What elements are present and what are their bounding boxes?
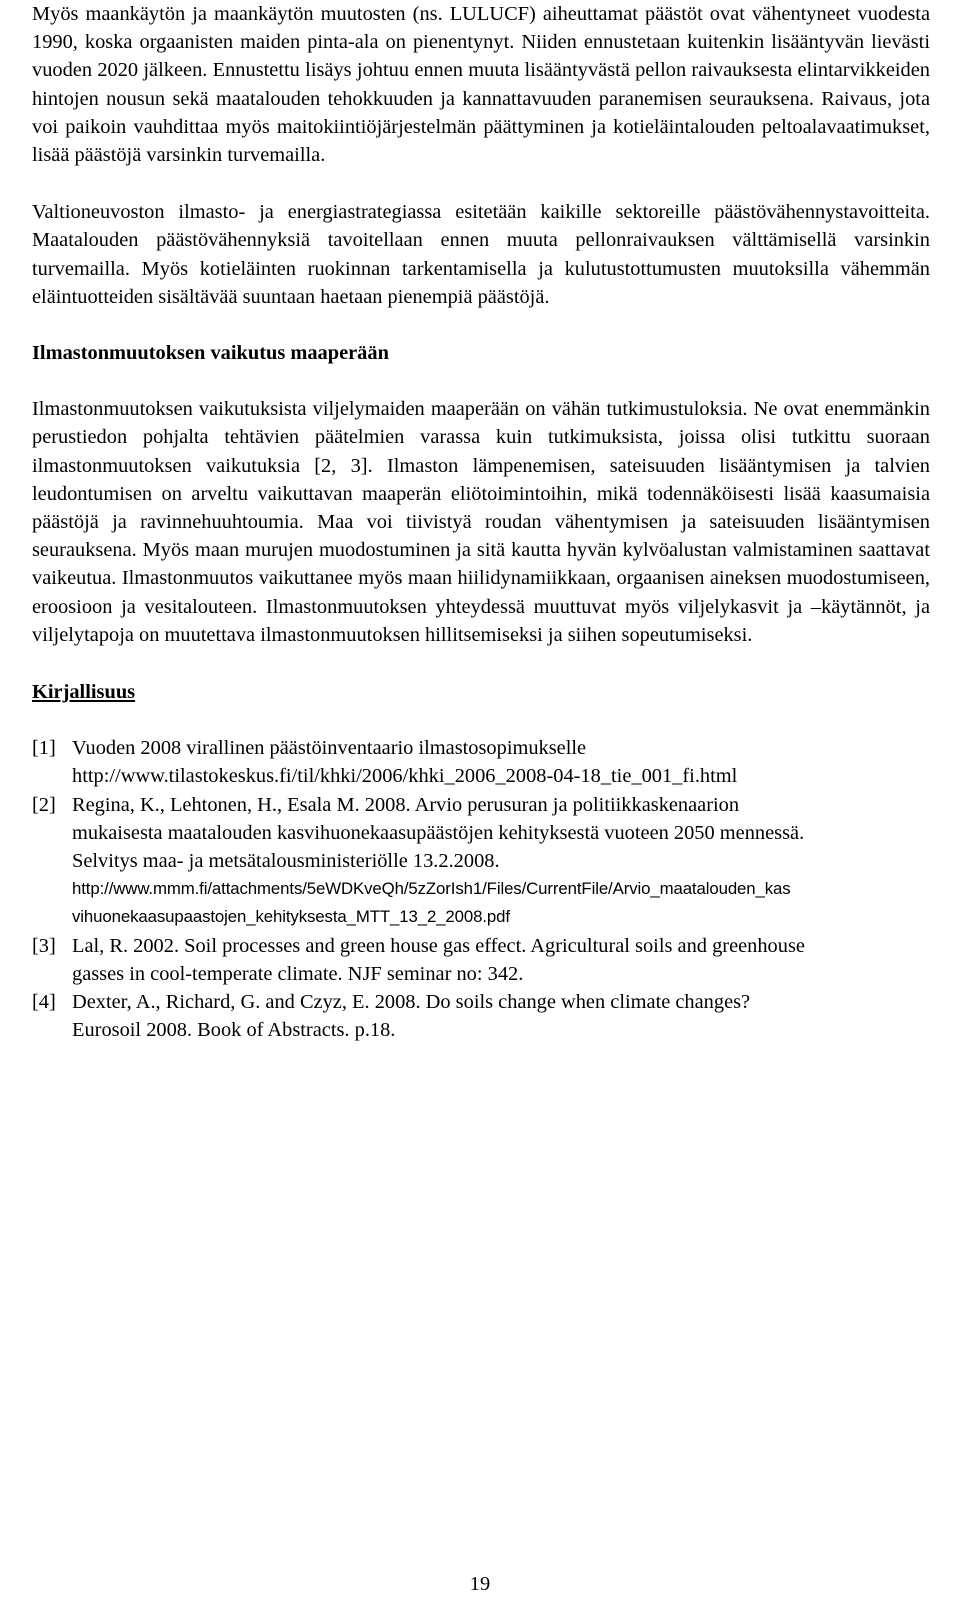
reference-number: [1] [32,737,56,760]
reference-url[interactable]: http://www.mmm.fi/attachments/5eWDKveQh/5zZorIsh1/Files/CurrentFile/Arvio_maatalouden_kas [72,879,791,899]
reference-1 [32,734,930,790]
paragraph-strategy: Valtioneuvoston ilmasto- ja energiastrategiassa esitetään kaikille sektoreille päästövähennystavoitteita. Maatalouden päästövähennyksiä tavoitellaan ennen muuta pellonraivauksen välttämisellä varsinkin turvemailla. Myös kotieläinten ruokinnan tarkentamisella ja kulutustottumusten muutoksilla vähemmän eläintuotteiden sisältävää suuntaan haetaan pienempiä päästöjä. [32,201,930,308]
reference-line: Eurosoil 2008. Book of Abstracts. p.18. [72,1019,396,1042]
paragraph-climate-impact: Ilmastonmuutoksen vaikutuksista viljelymaiden maaperään on vähän tutkimustuloksia. Ne ovat enemmänkin perustiedon pohjalta tehtävien päätelmien varassa kuin tutkimuksista, joissa olisi tutkittu suoraan ilmastonmuutoksen vaikutuksia [2, 3]. Ilmaston lämpenemisen, sateisuuden lisääntymisen ja talvien leudontumisen on arveltu vaikuttavan maaperän eliötoimintoihin, mikä todennäköisesti lisää kaasumaisia päästöjä ja ravinnehuuhtoumia. Maa voi tiivistyä roudan vähentymisen ja sateisuuden lisääntymisen seurauksena. Myös maan murujen muodostuminen ja sitä kautta hyvän kylvöalustan valmistaminen saattavat vaikeutua. Ilmastonmuutos vaikuttanee myös maan hiilidynamiikkaan, orgaanisen aineksen muodostumiseen, eroosioon ja vesitalouteen. Ilmastonmuutoksen yhteydessä muuttuvat myös viljelykasvit ja –käytännöt, ja viljelytapoja on muutettava ilmastonmuutoksen hillitsemiseksi ja siihen sopeutumiseksi. [32,398,930,646]
reference-number: [2] [32,793,56,816]
reference-line: Dexter, A., Richard, G. and Czyz, E. 2008. Do soils change when climate changes? [72,991,751,1014]
reference-3 [32,932,930,988]
reference-list [32,734,930,1044]
reference-url[interactable]: http://www.tilastokeskus.fi/til/khki/2006/khki_2006_2008-04-18_tie_001_fi.html [72,765,738,788]
reference-url-continued[interactable]: vihuonekaasupaastojen_kehityksesta_MTT_13_2_2008.pdf [72,907,510,927]
heading-references: Kirjallisuus [32,681,136,704]
reference-4 [32,988,930,1044]
reference-line: Selvitys maa- ja metsätalousministeriölle 13.2.2008. [72,850,500,873]
reference-line: Regina, K., Lehtonen, H., Esala M. 2008. Arvio perusuran ja politiikkaskenaarion [72,793,740,816]
heading-climate-impact: Ilmastonmuutoksen vaikutus maaperään [32,342,389,365]
reference-2 [32,791,930,932]
page-number: 19 [469,1573,491,1595]
reference-number: [3] [32,934,56,957]
reference-line: Vuoden 2008 virallinen päästöinventaario ilmastosopimukselle [72,737,587,760]
reference-line: gasses in cool-temperate climate. NJF seminar no: 342. [72,962,524,985]
paragraph-lulucf: Myös maankäytön ja maankäytön muutosten (ns. LULUCF) aiheuttamat päästöt ovat vähentyneet vuodesta 1990, koska orgaanisten maiden pinta-ala on pienentynyt. Niiden ennustetaan kuitenkin lisääntyvän lievästi vuoden 2020 jälkeen. Ennustettu lisäys johtuu ennen muuta lisääntyvästä pellon raivauksesta elintarvikkeiden hintojen nousun sekä maatalouden tehokkuuden ja kannattavuuden paranemisen seurauksena. Raivaus, jota voi paikoin vauhdittaa myös maitokiintiöjärjestelmän päättyminen ja kotieläintalouden peltoalavaatimukset, lisää päästöjä varsinkin turvemailla. [32,3,930,167]
reference-number: [4] [32,991,56,1014]
reference-line: mukaisesta maatalouden kasvihuonekaasupäästöjen kehityksestä vuoteen 2050 mennessä. [72,821,805,844]
reference-line: Lal, R. 2002. Soil processes and green house gas effect. Agricultural soils and greenhouse [72,934,805,957]
document-page [32,0,930,1045]
